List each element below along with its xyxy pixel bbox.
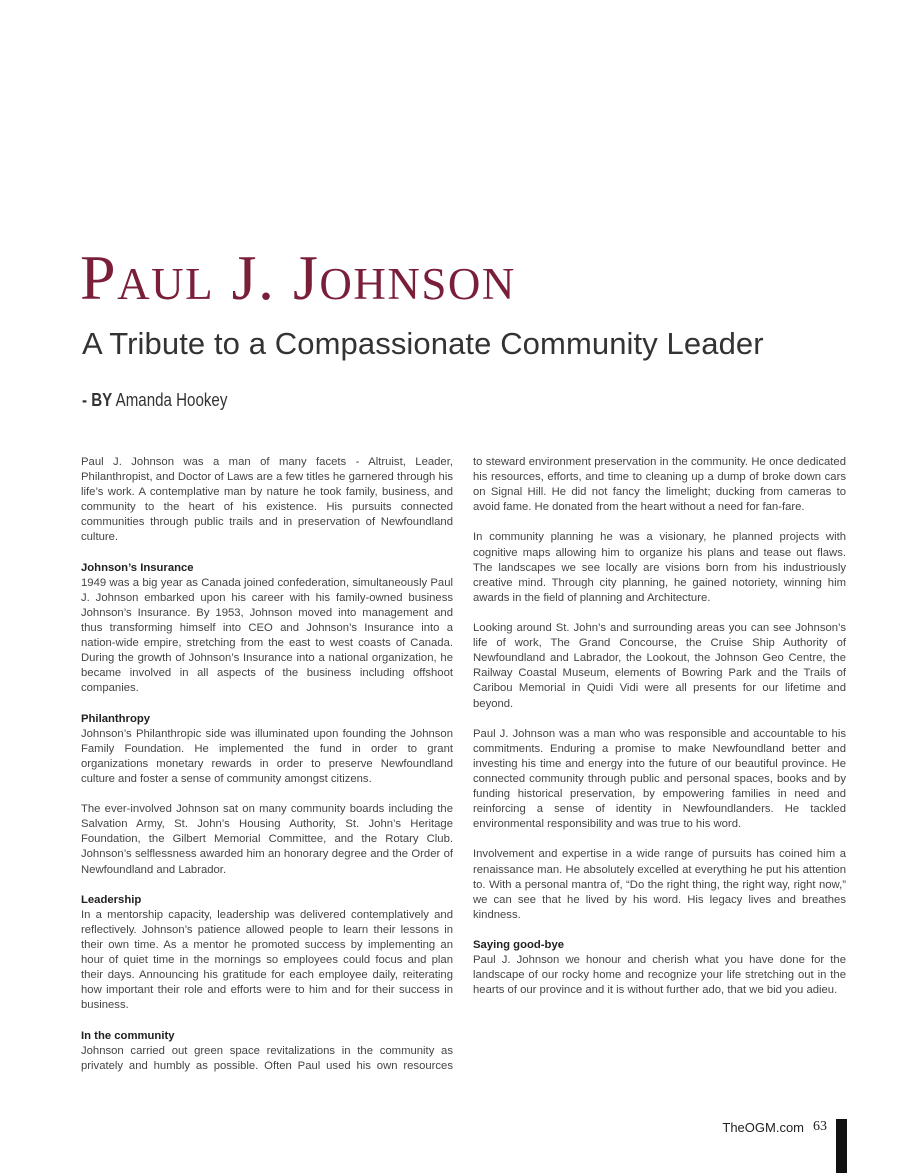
philanthropy-paragraph-1: Johnson’s Philanthropic side was illuminated upon founding the Johnson Family Foundation. He implemented the fund in order to grant organizations monetary rewards in order to preserve Newfoundland culture and foster a sense of community amongst citizens. bbox=[81, 727, 453, 785]
looking-around-paragraph: Looking around St. John’s and surrounding areas you can see Johnson’s life of work, The Grand Concourse, the Cruise Ship Authority of Newfoundland and Labrador, the Lookout, the Johnson Geo Centre, the Railway Coastal Museum, elements of Bowring Park and the Trails of Caribou Memorial in Quidi Vidi were all presents for our lifetime and beyond. bbox=[473, 622, 846, 710]
community-paragraph: Johnson carried out green space revitalizations in the community as privately and humbly as possible. Often Paul used his own resources bbox=[81, 1044, 453, 1072]
byline-prefix: - BY bbox=[82, 390, 113, 410]
footer-site-name: TheOGM.com bbox=[722, 1120, 804, 1135]
philanthropy-paragraph-2: The ever-involved Johnson sat on many community boards including the Salvation Army, St. John’s Housing Authority, St. John’s Heritage Foundation, the Gilbert Memorial Committee, and the Rotary Club. Johnson’s selflessness awarded him an honorary degree and the Order of Newfoundland and Labrador. bbox=[81, 803, 453, 876]
page-edge-bar bbox=[836, 1119, 847, 1173]
left-column bbox=[81, 455, 453, 1089]
article-subtitle: A Tribute to a Compassionate Community Leader bbox=[82, 326, 764, 361]
article-title: Paul J. Johnson bbox=[80, 242, 516, 313]
intro-paragraph: Paul J. Johnson was a man of many facets - Altruist, Leader, Philanthropist, and Doctor of Laws are a few titles he garnered through his life’s work. A contemplative man by nature he took family, business, and community to the heart of his existence. His pursuits connected communities through public trails and in preservation of Newfoundland culture. bbox=[81, 456, 453, 544]
insurance-paragraph: 1949 was a big year as Canada joined confederation, simultaneously Paul J. Johnson embarked upon his career with his family-owned business Johnson’s Insurance. By 1953, Johnson moved into management and thus transforming himself into CEO and Johnson’s Insurance into a nation-wide empire, stretching from the east to west coasts of Canada. During the growth of Johnson’s Insurance into a national organization, he became involved in all aspects of the business including offshoot companies. bbox=[81, 576, 453, 695]
author-name: Amanda Hookey bbox=[115, 390, 228, 410]
section-heading-goodbye: Saying good-bye bbox=[473, 939, 565, 951]
leadership-paragraph: In a mentorship capacity, leadership was delivered contemplatively and reflectively. Johnson’s patience allowed people to learn their lessons in their own time. As a mentor he promoted success by implementing an hour of quiet time in the mornings so employees could focus and plan their days. Announcing his gratitude for each employee daily, reiterating how important their role and efforts were to him and for their success in business. bbox=[81, 908, 453, 1012]
community-paragraph-continued: to steward environment preservation in the community. He once dedicated his resources, efforts, and time to cleaning up a dump of broke down cars on Signal Hill. He did not fancy the limelight; ducking from cameras to avoid fame. He donated from the heart without a need for fan-fare. bbox=[473, 456, 846, 514]
involvement-paragraph: Involvement and expertise in a wide range of pursuits has coined him a renaissance man. He absolutely excelled at everything he put his attention to. With a personal mantra of, “Do the right thing, the right way, right now,” we can see that he lived by his word. His legacy lives and breathes kindness. bbox=[473, 848, 846, 921]
section-heading-community: In the community bbox=[81, 1029, 175, 1042]
planning-paragraph: In community planning he was a visionary, he planned projects with cognitive maps allowing him to organize his plans and tease out flaws. The landscapes we see locally are visions born from his industriously creative mind. Through city planning, he gained notoriety, winning him awards in the field of planning and Architecture. bbox=[473, 531, 846, 604]
section-heading-leadership: Leadership bbox=[81, 893, 142, 906]
goodbye-paragraph: Paul J. Johnson we honour and cherish what you have done for the landscape of our rocky home and recognize your life stretching out in the hearts of our province and it is without further ado, that we bid you adieu. bbox=[473, 954, 846, 997]
right-column bbox=[473, 455, 846, 1013]
responsible-paragraph: Paul J. Johnson was a man who was responsible and accountable to his commitments. Enduring a promise to make Newfoundland better and investing his time and energy into the future of our beautiful province. He connected community through public and personal spaces, books and by funding historical preservation, by empowering families in need and reinforcing a sense of identity in Newfoundlanders. He tackled environmental responsibility and was true to his word. bbox=[473, 727, 846, 831]
section-heading-insurance: Johnson’s Insurance bbox=[81, 561, 194, 574]
page-number: 63 bbox=[813, 1119, 827, 1134]
byline bbox=[82, 390, 227, 411]
section-heading-philanthropy: Philanthropy bbox=[81, 712, 151, 725]
